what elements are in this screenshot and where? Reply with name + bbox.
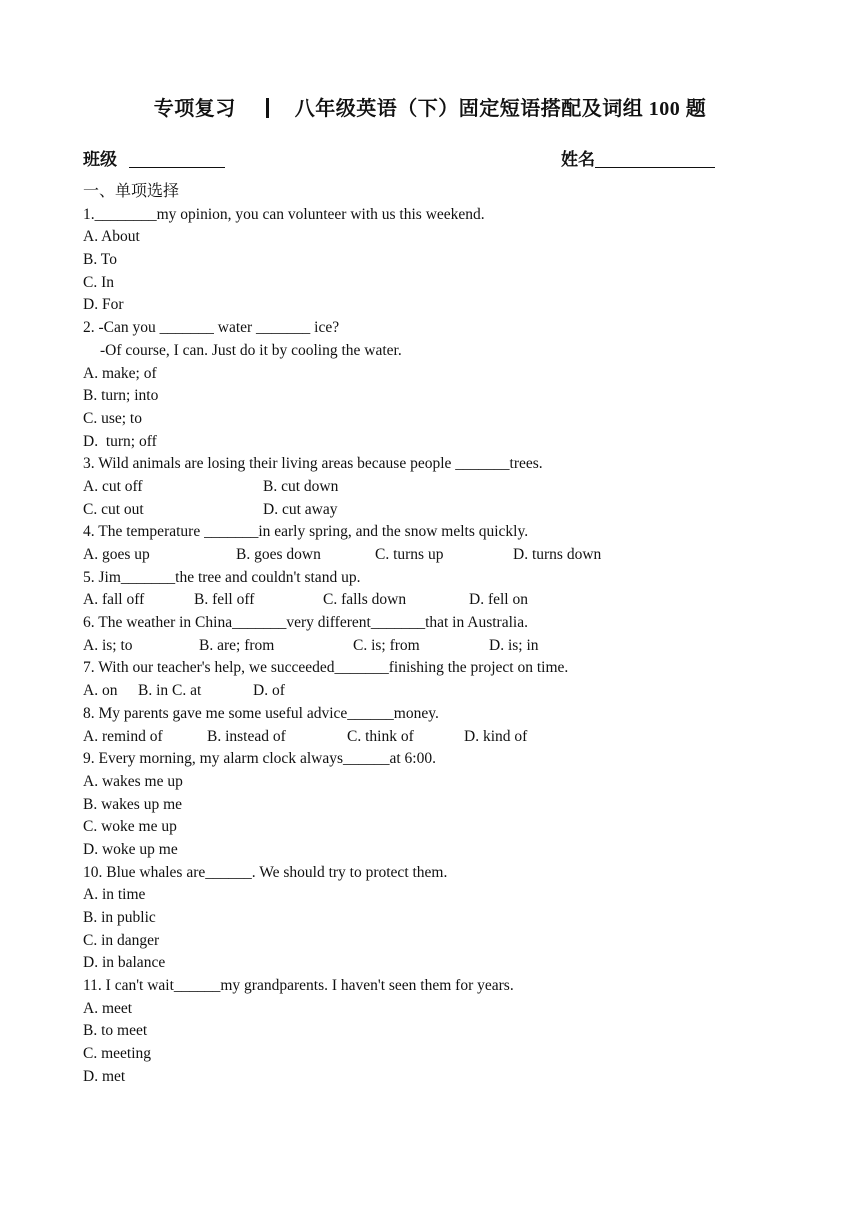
question-6-option-b[interactable]: B. are; from xyxy=(199,636,275,654)
question-1-stem: 1.________my opinion, you can volunteer with us this weekend. xyxy=(83,205,485,223)
question-3-stem: 3. Wild animals are losing their living areas because people _______trees. xyxy=(83,455,543,473)
question-10-option-c[interactable]: C. in danger xyxy=(83,931,160,949)
question-3-option-b[interactable]: B. cut down xyxy=(263,477,339,495)
question-1-option-c[interactable]: C. In xyxy=(83,273,114,291)
question-5-stem: 5. Jim_______the tree and couldn't stand up. xyxy=(83,568,361,586)
name-field xyxy=(561,145,715,170)
question-11-stem: 11. I can't wait______my grandparents. I haven't seen them for years. xyxy=(83,977,514,995)
question-7-option-bc[interactable]: B. in C. at xyxy=(138,682,202,700)
question-8-stem: 8. My parents gave me some useful advice______money. xyxy=(83,704,439,722)
question-4-options xyxy=(83,544,783,567)
question-5-options xyxy=(83,589,783,612)
question-9-option-a[interactable]: A. wakes me up xyxy=(83,772,183,790)
question-11-option-a[interactable]: A. meet xyxy=(83,999,133,1017)
question-7-options xyxy=(83,680,783,703)
question-6-stem: 6. The weather in China_______very different_______that in Australia. xyxy=(83,614,528,632)
question-7-option-d[interactable]: D. of xyxy=(253,682,285,700)
question-6-options xyxy=(83,635,783,658)
title-left: 专项复习 xyxy=(153,98,236,120)
title-separator xyxy=(266,98,269,118)
question-3-options-row2 xyxy=(83,499,783,522)
question-4-option-b[interactable]: B. goes down xyxy=(236,546,321,563)
question-8-option-c[interactable]: C. think of xyxy=(347,727,414,745)
question-4-option-a[interactable]: A. goes up xyxy=(83,546,150,563)
question-3-option-a[interactable]: A. cut off xyxy=(83,477,143,495)
question-5-option-c[interactable]: C. falls down xyxy=(323,591,407,609)
question-3-options-row1 xyxy=(83,476,783,499)
question-6-option-d[interactable]: D. is; in xyxy=(489,636,539,654)
question-1-option-a[interactable]: A. About xyxy=(83,228,140,246)
question-5-option-b[interactable]: B. fell off xyxy=(194,591,255,609)
question-4-option-d[interactable]: D. turns down xyxy=(513,546,602,563)
page-title xyxy=(0,92,860,121)
question-11-option-b[interactable]: B. to meet xyxy=(83,1022,148,1040)
question-2-option-a[interactable]: A. make; of xyxy=(83,364,157,382)
section-heading: 一、单项选择 xyxy=(83,183,180,200)
question-11-option-c[interactable]: C. meeting xyxy=(83,1045,152,1063)
question-1-option-b[interactable]: B. To xyxy=(83,251,117,269)
question-6-option-c[interactable]: C. is; from xyxy=(353,636,420,654)
question-10-option-a[interactable]: A. in time xyxy=(83,886,146,904)
question-8-option-b[interactable]: B. instead of xyxy=(207,727,286,745)
question-2-option-b[interactable]: B. turn; into xyxy=(83,387,159,405)
question-7-stem: 7. With our teacher's help, we succeeded_______finishing the project on time. xyxy=(83,659,569,677)
question-8-options xyxy=(83,726,783,749)
question-3-option-d[interactable]: D. cut away xyxy=(263,500,338,518)
question-3-option-c[interactable]: C. cut out xyxy=(83,500,144,518)
class-blank[interactable] xyxy=(129,149,225,168)
question-5-option-a[interactable]: A. fall off xyxy=(83,591,145,609)
question-2-option-c[interactable]: C. use; to xyxy=(83,409,142,427)
question-10-stem: 10. Blue whales are______. We should try to protect them. xyxy=(83,863,448,881)
question-10-option-d[interactable]: D. in balance xyxy=(83,954,166,972)
question-5-option-d[interactable]: D. fell on xyxy=(469,591,528,609)
question-4-option-c[interactable]: C. turns up xyxy=(375,546,444,563)
question-9-option-c[interactable]: C. woke me up xyxy=(83,818,177,836)
question-list xyxy=(83,181,783,1089)
name-label: 姓名 xyxy=(561,150,595,169)
class-label: 班级 xyxy=(83,150,117,169)
question-2-stem: 2. -Can you _______ water _______ ice? xyxy=(83,319,340,337)
question-9-option-b[interactable]: B. wakes up me xyxy=(83,795,183,813)
question-2-option-d[interactable]: D. turn; off xyxy=(83,432,157,450)
question-9-stem: 9. Every morning, my alarm clock always______at 6:00. xyxy=(83,750,436,768)
question-10-option-b[interactable]: B. in public xyxy=(83,909,156,926)
question-1-option-d[interactable]: D. For xyxy=(83,296,124,314)
question-4-stem: 4. The temperature _______in early spring, and the snow melts quickly. xyxy=(83,523,529,541)
question-6-option-a[interactable]: A. is; to xyxy=(83,636,133,654)
name-blank[interactable] xyxy=(595,149,715,168)
question-11-option-d[interactable]: D. met xyxy=(83,1067,126,1085)
question-2-stem-reply: -Of course, I can. Just do it by cooling the water. xyxy=(100,341,402,359)
question-9-option-d[interactable]: D. woke up me xyxy=(83,840,178,858)
question-8-option-a[interactable]: A. remind of xyxy=(83,727,163,745)
question-8-option-d[interactable]: D. kind of xyxy=(464,727,528,745)
question-7-option-a[interactable]: A. on xyxy=(83,682,118,700)
title-right: 八年级英语（下）固定短语搭配及词组 100 题 xyxy=(294,98,707,120)
class-field xyxy=(83,145,225,170)
